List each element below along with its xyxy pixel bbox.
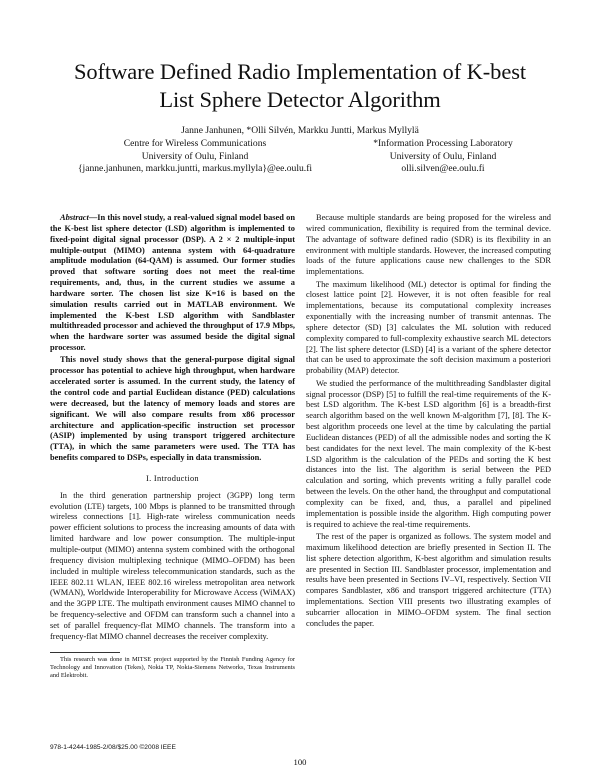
affiliation-left-email: {janne.janhunen, markku.juntti, markus.myllyla}@ee.oulu.fi	[77, 163, 313, 175]
abstract-lead: Abstract	[60, 213, 89, 222]
paper-title	[20, 58, 580, 114]
affiliation-left-org: Centre for Wireless Communications	[123, 138, 267, 149]
abstract-text-1: —In this novel study, a real-valued signal model based on the K-best list sphere detector (LSD) algorithm is implemented to fixed-point digital signal processor (DSP). A 2 × 2 multiple-input multiple-output (MIMO) antenna system with 64-quadrature amplitude modulation (64-QAM) is assumed. Our former studies proved that software sorting does not meet the real-time requirements, and, thus, in the current studies we assume a hardware sorter. The chosen list size K=16 is based on the simulation results carried out in MATLAB environment. We implemented the K-best LSD algorithm with Sandblaster multithreaded processor and achieved the throughput of 17.9 Mbps, when the hardware sorter was assumed beside the digital signal processor.	[50, 213, 295, 353]
section-heading-introduction: I. Introduction	[146, 473, 199, 483]
page-number: 100	[293, 757, 307, 767]
left-column	[50, 213, 295, 681]
copyright-notice: 978-1-4244-1985-2/08/$25.00 ©2008 IEEE	[50, 744, 176, 751]
affiliation-right	[338, 138, 548, 176]
body-paragraph-3: We studied the performance of the multithreading Sandblaster digital signal processor (DSP) [5] to fulfill the real-time requirements of the K-best LSD algorithm. The K-best LSD algorithm [6] is a breadth-first search algorithm based on the well known M-algorithm [7], [8]. The K-best algorithm proceeds one level at the time by calculating the partial Euclidean distances (PED) of all the admissible nodes and sorting the K best candidates for the next level. The main complexity of the K-best LSD algorithm is the calculation of the PEDs and sorting the K best distances into the list. The algorithm is serial between the PED calculation and sorting, which prevents writing a fully parallel code between the levels. On the other hand, the throughput and computational complexity can be fixed, and, thus, a parallel and pipelined implementation is possible inside the algorithm. High computing power is required to achieve the real-time requirements.	[306, 378, 551, 529]
affiliation-right-org: *Information Processing Laboratory	[373, 138, 513, 149]
affiliation-right-email: olli.silven@ee.oulu.fi	[401, 163, 485, 175]
affiliation-left	[70, 138, 320, 176]
body-paragraph-2: The maximum likelihood (ML) detector is optimal for finding the closest lattice point [2]. However, it is not often feasible for real implementations, because its computational complexity increases exponentially with the increasing number of transmit antennas. The sphere detector (SD) [3] calculates the ML solution with reduced complexity compared to full-complexity exhaustive search ML detectors [2]. The list sphere detector (LSD) [4] is a variant of the sphere detector that can be used to approximate the soft decision maximum a posteriori probability (MAP) detector.	[306, 279, 551, 376]
affiliation-right-university: University of Oulu, Finland	[389, 150, 497, 162]
abstract-paragraph-1	[50, 213, 295, 354]
right-column	[306, 213, 551, 631]
body-paragraph-1: Because multiple standards are being proposed for the wireless and wired communication, flexibility is required from the terminal device. The advantage of software defined radio (SDR) is its flexibility in an environment with multiple standards. However, the increased computing loads of the future applications cause new challenges to the SDR implementations.	[306, 213, 551, 277]
author-list: Janne Janhunen, *Olli Silvén, Markku Juntti, Markus Myllylä	[181, 125, 419, 136]
affiliation-left-university: University of Oulu, Finland	[141, 150, 249, 162]
intro-paragraph-1: In the third generation partnership project (3GPP) long term evolution (LTE) targets, 100 Mbps is planned to be transmitted through wireless connections [1]. High-rate wireless communication needs power efficient solutions to process the increasing amounts of data with limited hardware and low power consumption. The multiple-input multiple-output (MIMO) antenna system combined with the orthogonal frequency division multiplexing technique (MIMO–OFDM) has been included in multiple wireless telecommunication standards, such as the IEEE 802.11 WLAN, IEEE 802.16 wireless metropolitan area network (WMAN), Worldwide Interoperability for Microwave Access (WiMAX) and the 3GPP LTE. The multipath environment causes MIMO channel to be frequency-selective and OFDM can transform such a channel into a set of parallel frequency-flat MIMO channels. The transform into a frequency-flat MIMO channel decreases the receiver complexity.	[50, 490, 295, 641]
abstract-paragraph-2: This novel study shows that the general-purpose digital signal processor has potential to achieve high throughput, when hardware accelerated sorter is assumed. In the current study, the latency of the control code and partial Euclidean distance (PED) calculations were decreased, but the latency of memory loads and stores are significant. We will also compare results from x86 processor architecture and application-specific instruction set processor (ASIP) implemented by using transport triggered architecture (TTA), in which the same parameters were used. The TTA has benefits compared to DSPs, especially in data transmission.	[50, 355, 295, 463]
footnote-divider	[50, 652, 120, 653]
title-line-2: List Sphere Detector Algorithm	[159, 87, 441, 112]
footnote: This research was done in MITSE project supported by the Finnish Funding Agency for Technology and Innovation (Tekes), Nokia TP, Nokia-Siemens Networks, Texas Instruments and Elektrobit.	[50, 655, 295, 679]
body-paragraph-4: The rest of the paper is organized as follows. The system model and maximum likelihood detection are briefly presented in Section II. The list sphere detection algorithm, K-best algorithm and simulation results are presented in Section III. Sandblaster processor, implementation and results have been presented in Sections IV–VI, respectively. Section VII compares Sandblaster, x86 and transport triggered architecture (TTA) implementations. Section VIII presents two illustrating examples of subcarrier allocation in MIMO–OFDM system. The final section concludes the paper.	[306, 531, 551, 628]
abstract	[50, 213, 295, 464]
title-line-1: Software Defined Radio Implementation of K-best	[73, 59, 527, 84]
